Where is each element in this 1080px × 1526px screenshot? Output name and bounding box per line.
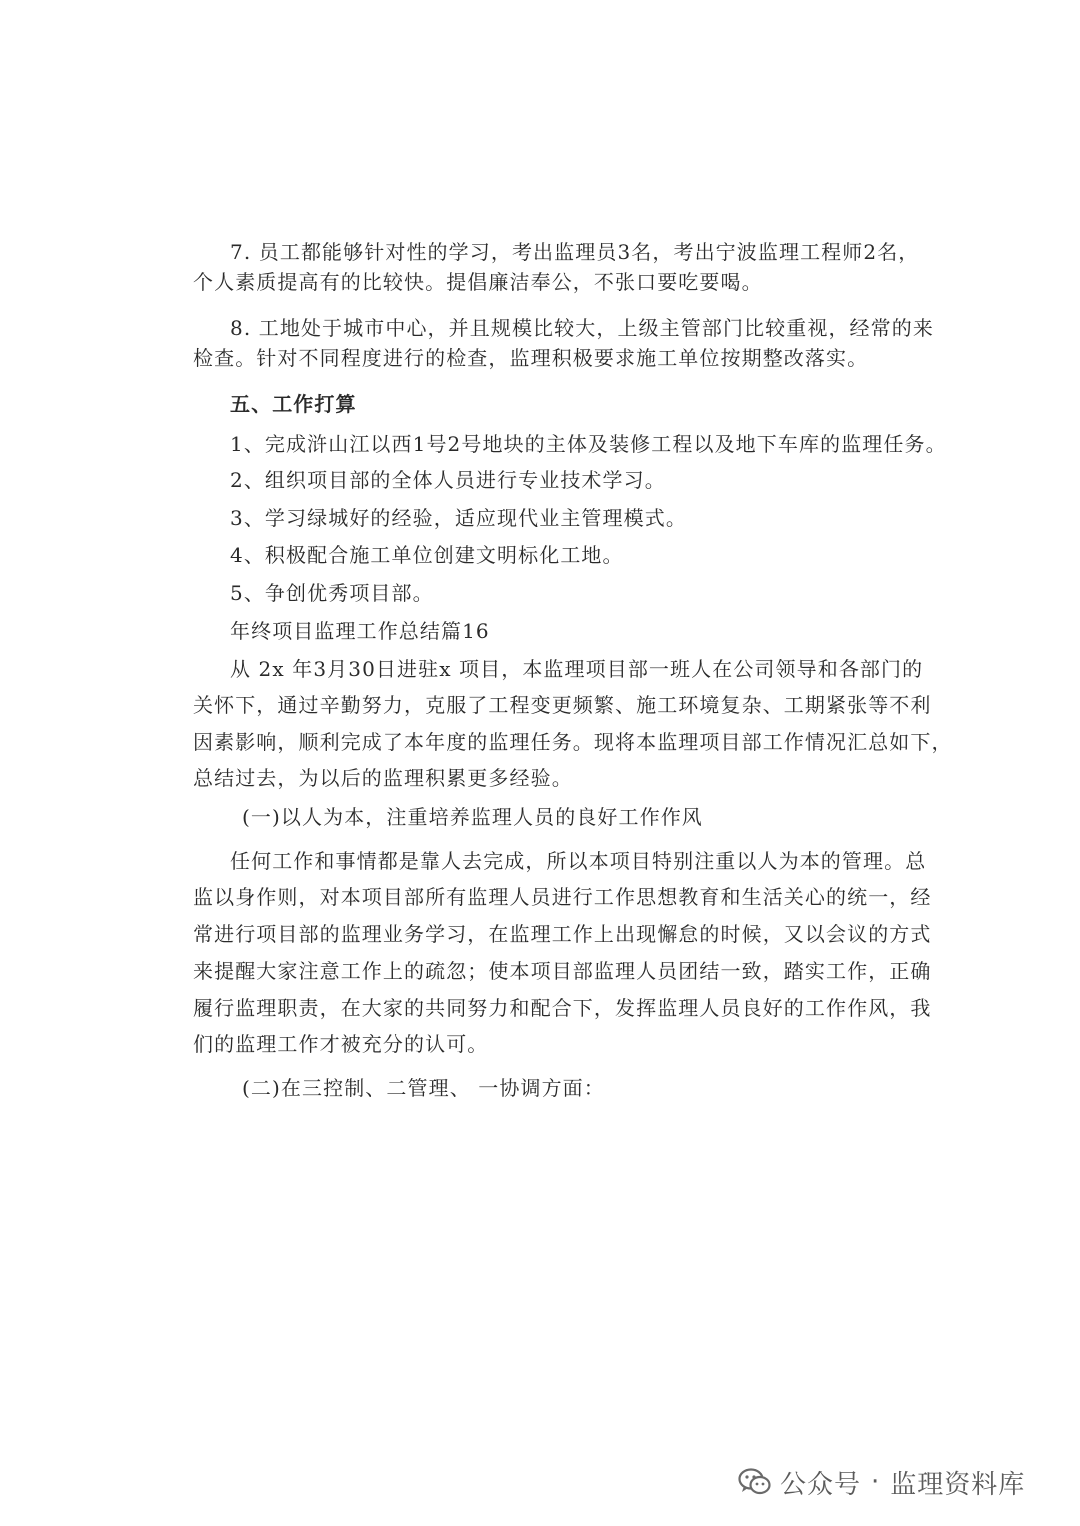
plan-item-1: 1、完成浒山江以西1号2号地块的主体及装修工程以及地下车库的监理任务。	[230, 432, 947, 456]
paragraph-7-line-2: 个人素质提高有的比较快。提倡廉洁奉公，不张口要吃要喝。	[193, 270, 763, 294]
intro-line-4: 总结过去，为以后的监理积累更多经验。	[193, 766, 573, 790]
paragraph-7-line-1: 7. 员工都能够针对性的学习，考出监理员3名，考出宁波监理工程师2名，	[230, 240, 920, 264]
paragraph-8-line-1: 8. 工地处于城市中心，并且规模比较大，上级主管部门比较重视，经常的来	[230, 316, 934, 340]
section-heading: 五、工作打算	[230, 392, 357, 416]
body-line-6: 们的监理工作才被充分的认可。	[193, 1032, 489, 1056]
intro-line-3: 因素影响，顺利完成了本年度的监理任务。现将本监理项目部工作情况汇总如下，	[193, 730, 953, 754]
body-line-3: 常进行项目部的监理业务学习，在监理工作上出现懈怠的时候，又以会议的方式	[193, 922, 932, 946]
watermark-prefix: 公众号	[780, 1469, 862, 1500]
plan-item-5: 5、争创优秀项目部。	[230, 581, 434, 605]
wechat-icon	[738, 1467, 772, 1497]
plan-item-2: 2、组织项目部的全体人员进行专业技术学习。	[230, 468, 666, 492]
plan-item-3: 3、学习绿城好的经验，适应现代业主管理模式。	[230, 506, 687, 530]
watermark-separator: ·	[871, 1467, 881, 1497]
watermark	[738, 1460, 1025, 1504]
plan-item-4: 4、积极配合施工单位创建文明标化工地。	[230, 543, 624, 567]
paragraph-8-line-2: 检查。针对不同程度进行的检查，监理积极要求施工单位按期整改落实。	[193, 346, 869, 370]
article-title: 年终项目监理工作总结篇16	[230, 619, 490, 643]
intro-line-2: 关怀下，通过辛勤努力，克服了工程变更频繁、施工环境复杂、工期紧张等不利	[193, 693, 932, 717]
body-line-2: 监以身作则，对本项目部所有监理人员进行工作思想教育和生活关心的统一，经	[193, 885, 932, 909]
subheading-1: (一)以人为本，注重培养监理人员的良好工作作风	[242, 805, 703, 829]
intro-line-1: 从 2x 年3月30日进驻x 项目，本监理项目部一班人在公司领导和各部门的	[230, 657, 924, 681]
body-line-1: 任何工作和事情都是靠人去完成，所以本项目特别注重以人为本的管理。总	[230, 849, 927, 873]
body-line-5: 履行监理职责，在大家的共同努力和配合下，发挥监理人员良好的工作作风，我	[193, 996, 932, 1020]
watermark-name: 监理资料库	[890, 1469, 1026, 1500]
subheading-2: (二)在三控制、二管理、 一协调方面：	[242, 1076, 605, 1100]
body-line-4: 来提醒大家注意工作上的疏忽；使本项目部监理人员团结一致，踏实工作，正确	[193, 959, 932, 983]
